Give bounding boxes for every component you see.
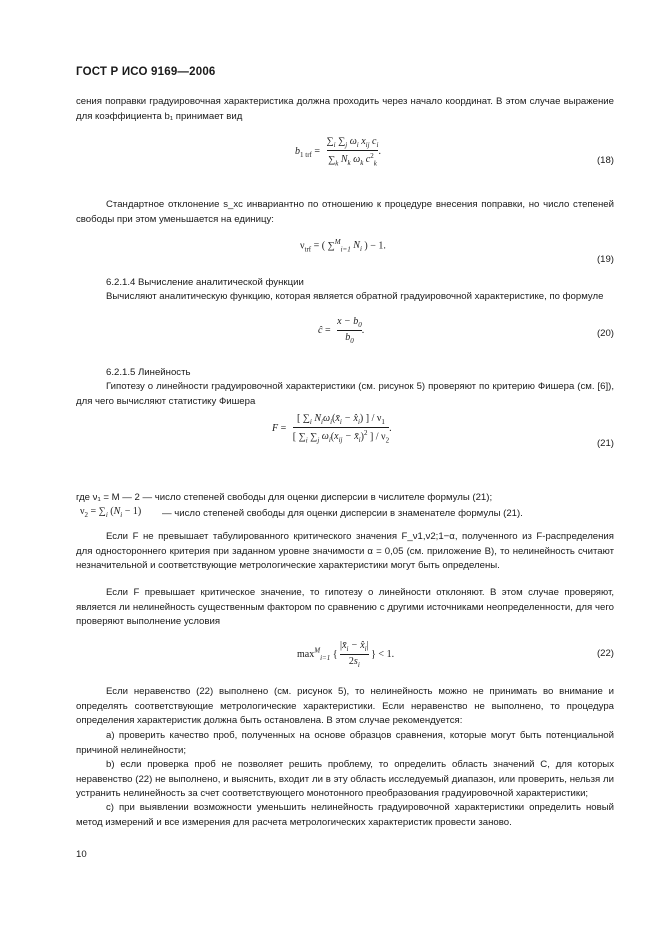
- formula-19: $\nu_{trf}$ = ( ∑$^M_{i=1}$ $N_i$ ) − 1.: [300, 238, 386, 254]
- equation-number-19: (19): [596, 254, 614, 265]
- list-item-a: a) проверить качество проб, полученных на основе образцов сравнения, которые могут быть потенциальной причиной нелинейности;: [76, 730, 614, 756]
- formula-20: ĉ = $\frac{x - b_0}{b_0}$ .: [318, 316, 365, 345]
- equation-number-18: (18): [596, 155, 614, 166]
- formula-18: $b_{1 trf}$ = $\sum_i$ $\sum_j$ $\omega_i$ $x_{ij}$ $c_i$ $\sum_k$ $N_k$ $\omega_k$ $c^2_k$ .: [295, 136, 381, 168]
- where-nu1: где ν₁ = M — 2 — число степеней свободы для оценки дисперсии в числителе формулы (21);: [76, 492, 493, 503]
- paragraph-analytic-function: Вычисляют аналитическую функцию, которая является обратной градуировочной характеристике, по формуле: [106, 291, 604, 302]
- paragraph-f-critical: Если F не превышает табулированного критического значения F_ν1,ν2;1−α, полученного из F-распределения для одностороннего критерия при заданном уровне значимости α = 0,05 (см. приложение В), то нелинейность считают незначительной и соответствующие метрологические характеристики могут быть определены.: [76, 531, 614, 572]
- equation-number-22: (22): [596, 648, 614, 659]
- paragraph-nonlinearity: Если F превышает критическое значение, то гипотезу о линейности отклоняют. В этом случае проверяют, является ли нелинейность существенным фактором по сравнению с другими источниками неопределенности, для чего проверяют выполнение условия: [76, 587, 614, 628]
- page-number: 10: [76, 849, 87, 860]
- where-nu2: — число степеней свободы для оценки дисперсии в знаменателе формулы (21).: [162, 508, 523, 519]
- document-header: ГОСТ Р ИСО 9169—2006: [76, 66, 216, 78]
- equation-number-21: (21): [596, 438, 614, 449]
- list-item-c: c) при выявлении возможности уменьшить нелинейность градуировочной характеристики определить новый метод измерений и все измерения для расчета метрологических характеристик провести заново.: [76, 802, 614, 828]
- formula-21: F = [ $\sum_i$ $N_i\omega_i(x̄_i$ − $x̂_i$) ] / $\nu_1$ [ $\sum_i$ $\sum_j$ $\omega_i(x_{ij}$ − $x̄_i)^2$ ] / $\nu_2$ .: [272, 413, 392, 445]
- section-6-2-1-5: 6.2.1.5 Линейность: [106, 367, 191, 378]
- list-item-b: b) если проверка проб не позволяет решить проблему, то определить область значений C, для которых неравенство (22) не выполнено, и выяснить, входит ли в эту область исследуемый диапазон, или проверить, нельзя ли устранить нелинейность за счет соответствующего монотонного преобразования градуировочной характеристики;: [76, 759, 614, 800]
- paragraph-intro: сения поправки градуировочная характеристика должна проходить через начало координат. В этом случае выражение для коэффициента b₁ принимает вид: [76, 96, 614, 122]
- paragraph-inequality-result: Если неравенство (22) выполнено (см. рисунок 5), то нелинейность можно не принимать во внимание и определять соответствующие метрологические характеристики. Если неравенство не выполнено, то процедура определения характеристик должна быть остановлена. В этом случае рекомендуется:: [76, 686, 614, 727]
- paragraph-linearity: Гипотезу о линейности градуировочной характеристики (см. рисунок 5) проверяют по критерию Фишера (см. [6]), для чего вычисляют статистику Фишера: [76, 381, 614, 407]
- equation-number-20: (20): [596, 328, 614, 339]
- formula-nu2: $\nu_2 = \sum_i$ $(N_i - 1)$: [80, 506, 142, 519]
- section-6-2-1-4: 6.2.1.4 Вычисление аналитической функции: [106, 277, 304, 288]
- paragraph-stddev: Стандартное отклонение s_xc инвариантно по отношению к процедуре внесения поправки, но число степеней свободы при этом уменьшается на единицу:: [76, 199, 614, 225]
- formula-22: $\max^M_{i=1}$ { $\frac{|x̄_i - x̂_i|}{2s_i}$ } < 1.: [297, 640, 395, 669]
